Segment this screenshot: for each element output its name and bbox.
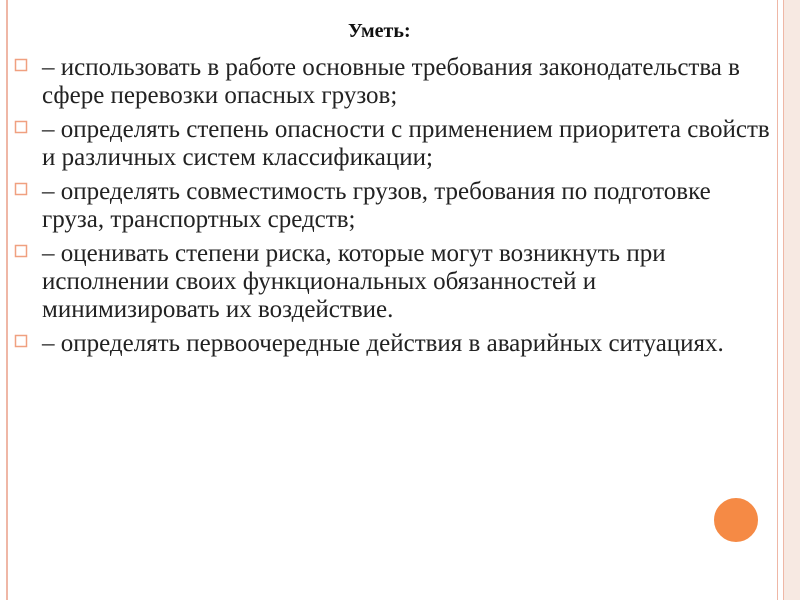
- right-frame-line-inner: [777, 0, 778, 600]
- list-item-text: – определять первоочередные действия в аварийных ситуациях.: [42, 330, 724, 357]
- square-outline-icon: [14, 334, 30, 350]
- list-item-text: – определять степень опасности с применением приоритета свойств и различных систем классификации;: [42, 116, 770, 171]
- list-item: [14, 178, 774, 234]
- bullet-list: [14, 54, 774, 364]
- list-item: [14, 54, 774, 110]
- left-frame-line: [6, 0, 8, 600]
- square-outline-icon: [14, 182, 30, 198]
- list-item: [14, 330, 774, 358]
- slide-title: Уметь:: [348, 20, 411, 42]
- list-item: [14, 116, 774, 172]
- list-item-text: – определять совместимость грузов, требования по подготовке груза, транспортных средств;: [42, 178, 711, 233]
- square-outline-icon: [14, 244, 30, 260]
- right-frame-line-outer: [783, 0, 784, 600]
- list-item-text: – оценивать степени риска, которые могут возникнуть при исполнении своих функциональных обязанностей и минимизировать их воздействие.: [42, 240, 666, 323]
- orange-circle-decoration: [711, 495, 761, 545]
- square-outline-icon: [14, 58, 30, 74]
- list-item-text: – использовать в работе основные требования законодательства в сфере перевозки опасных грузов;: [42, 54, 740, 109]
- list-item: [14, 240, 774, 324]
- right-frame-band: [784, 0, 800, 600]
- square-outline-icon: [14, 120, 30, 136]
